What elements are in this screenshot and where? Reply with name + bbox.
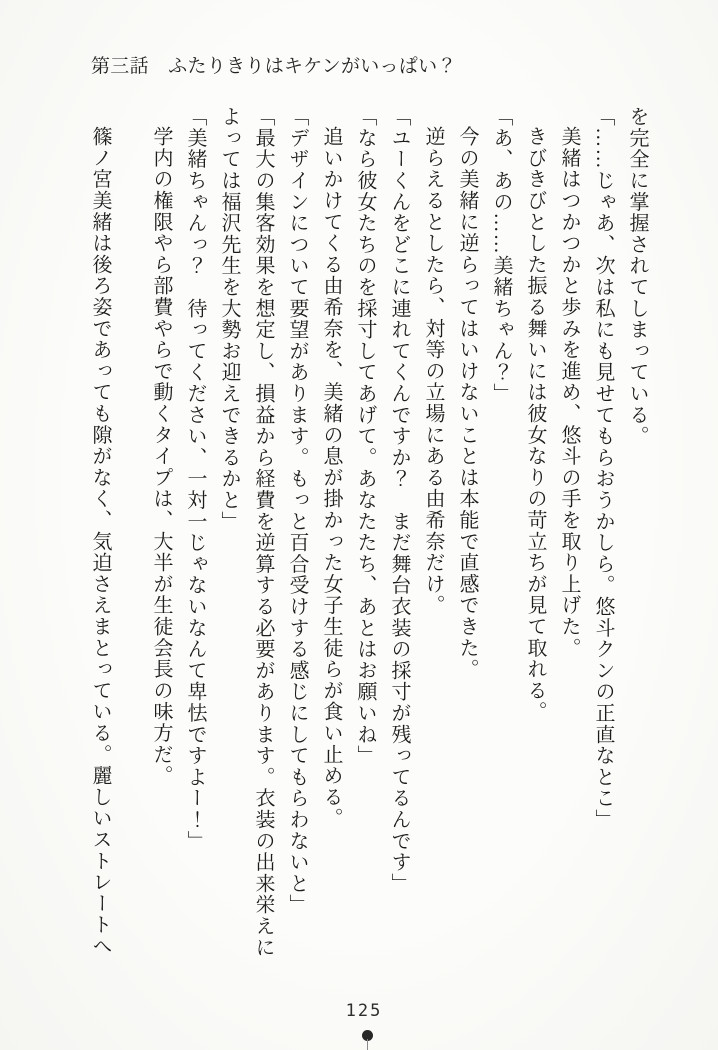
text-line: 「なら彼女たちのを採寸してあげて。あなたたち、あとはお願いね」 — [354, 106, 376, 767]
text-line: 今の美緒に逆らってはいけないことは本能で直感できた。 — [456, 126, 478, 680]
text-line: 篠ノ宮美緒は後ろ姿であっても隙がなく、気迫さえまとっている。麗しいストレートへ — [89, 126, 111, 957]
text-line: 「あ、あの……美緒ちゃん？」 — [490, 106, 512, 405]
text-line: 追いかけてくる由希奈を、美緒の息が掛かった女子生徒らが食い止める。 — [320, 126, 342, 829]
chapter-header: 第三話 ふたりきりはキケンがいっぱい？ — [91, 56, 457, 77]
text-line: 「……じゃあ、次は私にも見せてもらおうかしら。悠斗クンの正直なとこ」 — [592, 106, 614, 831]
text-line: を完全に掌握されてしまっている。 — [626, 106, 648, 447]
text-line: 逆らえるとしたら、対等の立場にある由希奈だけ。 — [422, 126, 444, 616]
text-line: きびきびとした振る舞いには彼女なりの苛立ちが見て取れる。 — [524, 126, 546, 723]
text-line: 「デザインについて要望があります。もっと百合受けする感じにしてもらわないと」 — [286, 106, 308, 916]
text-line: 「ユーくんをどこに連れてくんですか？ まだ舞台衣装の採寸が残ってるんです」 — [388, 106, 410, 895]
text-line: 学内の権限やら部費やらで動くタイプは、大半が生徒会長の味方だ。 — [150, 126, 172, 787]
page-ornament-line — [367, 1039, 368, 1050]
text-line: 「最大の集客効果を想定し、損益から経費を逆算する必要があります。衣装の出来栄えによっては福沢先生を大勢お迎えできるかと」 — [218, 106, 274, 958]
page-number: 125 — [345, 1001, 383, 1021]
text-line: 美緒はつかつかと歩みを進め、悠斗の手を取り上げた。 — [558, 126, 580, 659]
text-line: 「美緒ちゃんっ？ 待ってください、一対一じゃないなんて卑怯ですよー！」 — [184, 106, 206, 852]
page-text — [83, 106, 654, 968]
